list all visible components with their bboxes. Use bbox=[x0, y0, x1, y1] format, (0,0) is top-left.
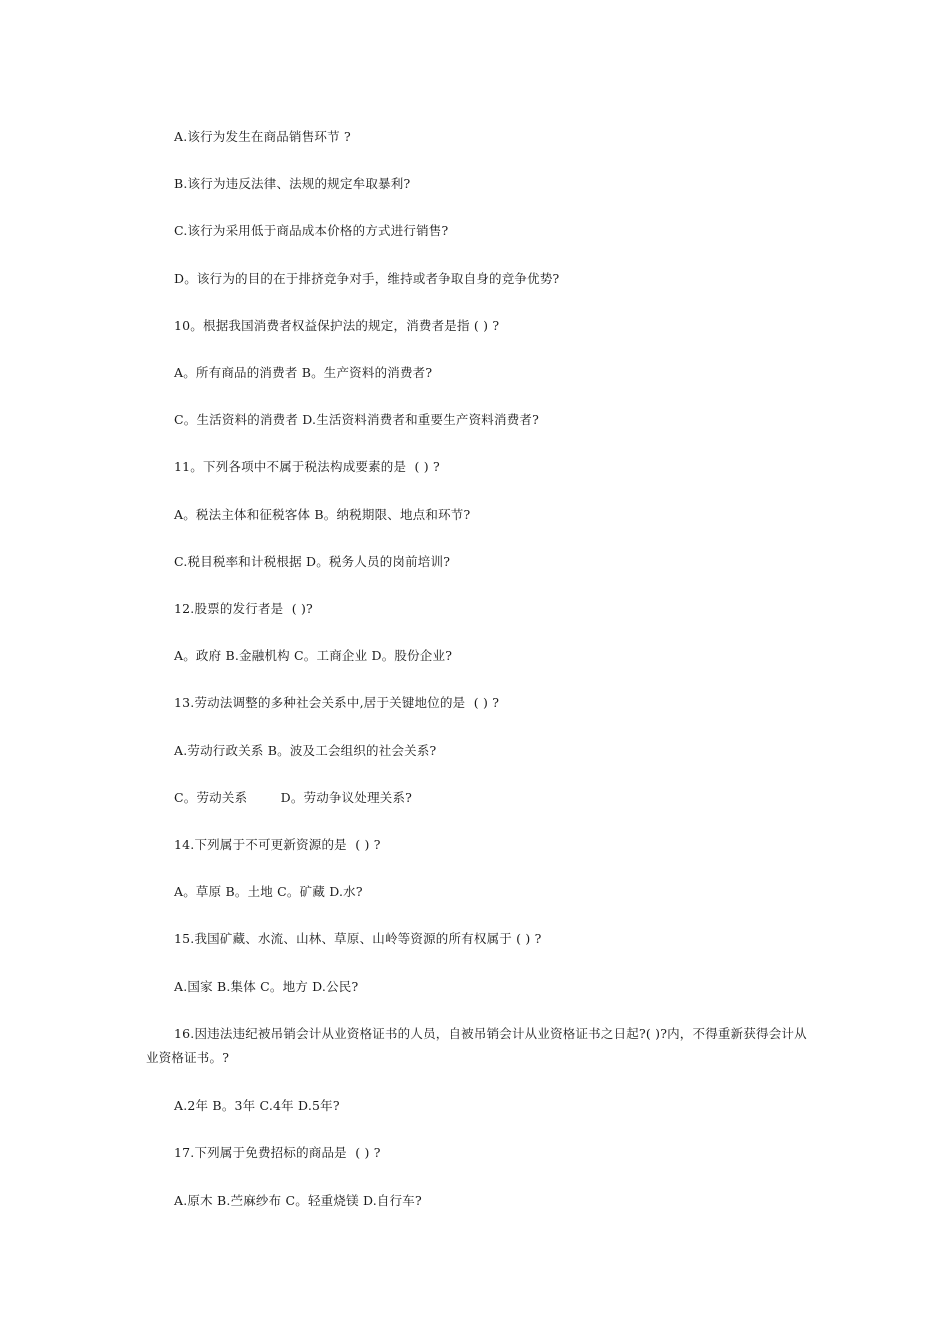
option-line: A。所有商品的消费者 B。生产资料的消费者? bbox=[174, 365, 433, 380]
question-line: 12.股票的发行者是 ( )? bbox=[174, 601, 313, 616]
option-line: C。生活资料的消费者 D.生活资料消费者和重要生产资料消费者? bbox=[174, 412, 539, 427]
option-line: A。草原 B。土地 C。矿藏 D.水? bbox=[174, 884, 363, 899]
option-line: D。该行为的目的在于排挤竞争对手，维持或者争取自身的竞争优势? bbox=[174, 271, 560, 286]
option-line: A.劳动行政关系 B。波及工会组织的社会关系? bbox=[174, 743, 437, 758]
question-line: 17.下列属于免费招标的商品是 ( ) ? bbox=[174, 1145, 381, 1160]
question-line: 11。下列各项中不属于税法构成要素的是 ( ) ? bbox=[174, 459, 440, 474]
option-line: A.该行为发生在商品销售环节 ? bbox=[174, 129, 351, 144]
option-line: A.2年 B。3年 C.4年 D.5年? bbox=[174, 1098, 340, 1113]
question-line: 15.我国矿藏、水流、山林、草原、山岭等资源的所有权属于 ( ) ? bbox=[174, 931, 542, 946]
option-line: C.该行为采用低于商品成本价格的方式进行销售? bbox=[174, 223, 449, 238]
option-line: B.该行为违反法律、法规的规定牟取暴利? bbox=[174, 176, 411, 191]
question-line: 13.劳动法调整的多种社会关系中,居于关键地位的是 ( ) ? bbox=[174, 695, 500, 710]
question-line: 14.下列属于不可更新资源的是 ( ) ? bbox=[174, 837, 381, 852]
option-line: A.国家 B.集体 C。地方 D.公民? bbox=[174, 979, 359, 994]
option-line: A.原木 B.苎麻纱布 C。轻重烧镁 D.自行车? bbox=[174, 1193, 422, 1208]
option-line: C.税目税率和计税根据 D。税务人员的岗前培训? bbox=[174, 554, 451, 569]
option-line: C。劳动关系 D。劳动争议处理关系? bbox=[174, 790, 413, 805]
question-line: 10。根据我国消费者权益保护法的规定，消费者是指 ( ) ? bbox=[174, 318, 500, 333]
option-line: A。税法主体和征税客体 B。纳税期限、地点和环节? bbox=[174, 507, 471, 522]
option-line: A。政府 B.金融机构 C。工商企业 D。股份企业? bbox=[174, 648, 453, 663]
question-paragraph: 16.因违法违纪被吊销会计从业资格证书的人员，自被吊销会计从业资格证书之日起?( )?内，不得重新获得会计从业资格证书。? bbox=[146, 1026, 807, 1065]
